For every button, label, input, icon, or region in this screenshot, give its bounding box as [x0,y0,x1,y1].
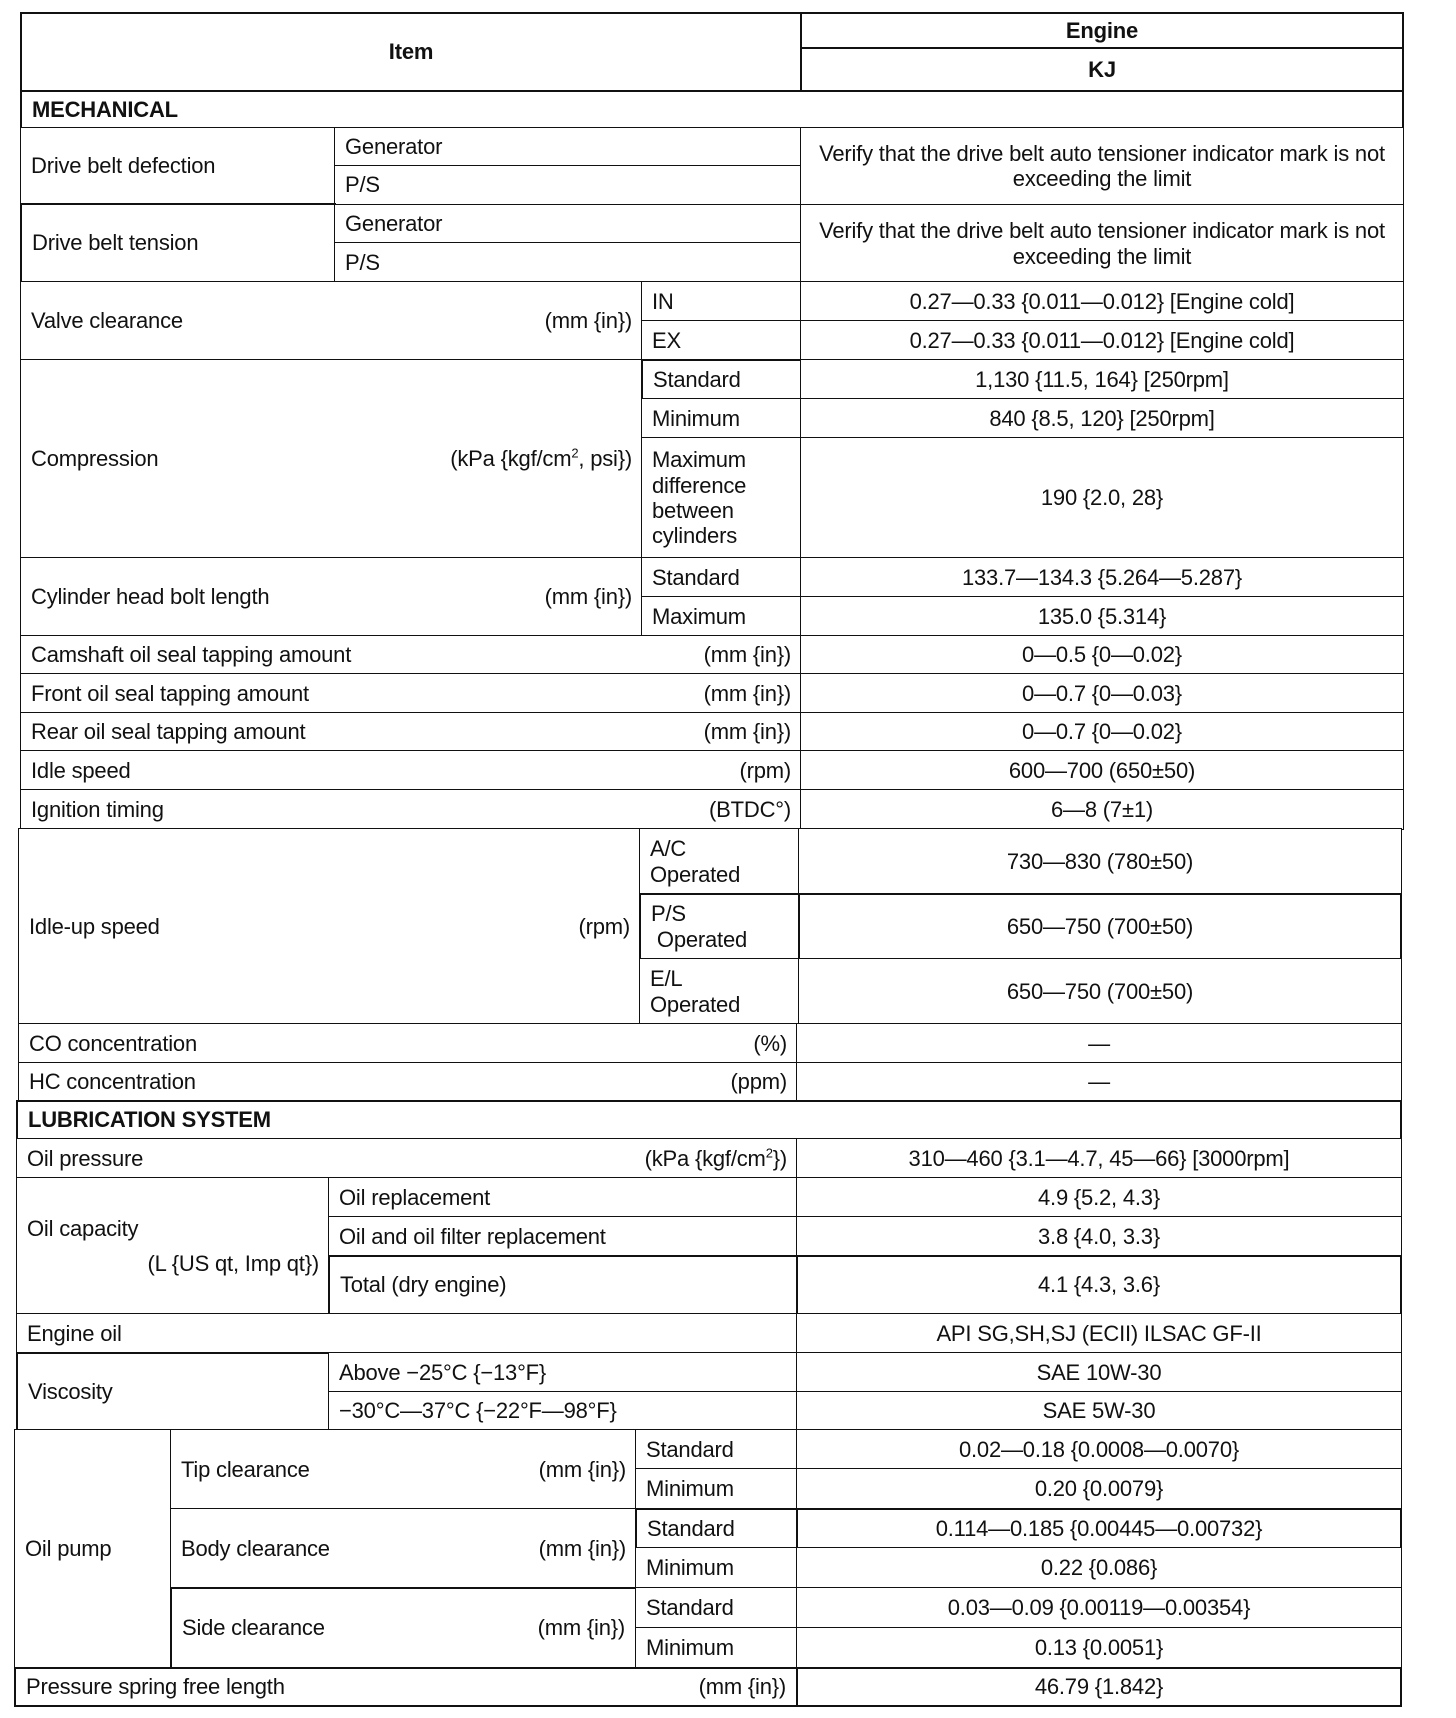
compression-sub-standard [641,359,802,400]
value-text: 190 {2.0, 28} [1040,485,1164,511]
unit-text: (mm {in}) [538,1456,626,1482]
engine-oil-value [796,1313,1402,1354]
belt-deflection-sub-ps [334,165,802,205]
value-text: 0—0.5 {0—0.02} [1022,642,1182,668]
sub-label: Oil replacement [339,1184,491,1210]
value-text: 0.27—0.33 {0.011—0.012} [Engine cold] [909,288,1295,314]
value-text: 0.22 {0.086} [1040,1555,1158,1581]
value-text: 840 {8.5, 120} [250rpm] [989,405,1215,431]
sub-label: P/S [345,172,380,198]
unit-text [450,446,632,471]
sub-line1: E/L [650,966,683,992]
oil-pressure-value [796,1138,1402,1179]
belt-tension-label [20,203,336,283]
label-text: Valve clearance [31,308,183,334]
side-clearance-label [170,1587,637,1669]
body-clearance-sub-standard [635,1508,798,1549]
value-text: API SG,SH,SJ (ECII) ILSAC GF-II [936,1320,1262,1346]
side-clearance-value-standard [796,1587,1402,1629]
value-text: SAE 10W-30 [1036,1359,1162,1385]
label-text: Idle-up speed [29,913,160,939]
value-text: 650—750 (700±50) [1006,913,1194,939]
unit-text: (mm {in}) [703,719,791,745]
viscosity-value-range [796,1391,1402,1431]
engine-oil-label [16,1313,798,1354]
compression-value-standard [800,359,1404,400]
unit-text: (rpm) [578,913,630,939]
label-text: Cylinder head bolt length [31,584,270,610]
body-clearance-value-standard [796,1508,1402,1549]
tip-clearance-sub-standard [635,1429,798,1470]
compression-value-max-diff [800,437,1404,559]
belt-deflection-label-text: Drive belt defection [31,153,216,179]
value-text: Verify that the drive belt auto tensioner indicator mark is not exceeding the limit [819,218,1385,269]
sub-label: Standard [652,564,740,590]
compression-sub-max-diff [641,437,802,559]
label-text: HC concentration [29,1069,196,1095]
hc-concentration-value [796,1062,1402,1102]
label-text: Front oil seal tapping amount [31,680,309,706]
header-engine-label: Engine [1065,17,1139,43]
camshaft-seal-value [800,635,1404,675]
value-text: 650—750 (700±50) [1006,978,1194,1004]
unit-text: (BTDC°) [709,796,791,822]
hc-concentration-label [18,1062,798,1102]
sub-label: IN [652,288,674,314]
value-text: 0.13 {0.0051} [1034,1635,1164,1661]
oil-capacity-sub-replacement [328,1177,798,1218]
sub-line2: Operated [650,991,741,1017]
viscosity-sub-range [328,1391,798,1431]
sub-line1: P/S [651,901,686,927]
value-text: — [1088,1069,1110,1095]
idle-speed-label [20,750,802,791]
valve-clearance-label [20,281,643,361]
sub-line2: Operated [651,926,748,952]
sub-label: Maximum difference between cylinders [652,447,747,549]
side-clearance-value-minimum [796,1627,1402,1669]
valve-clearance-sub-in [641,281,802,322]
co-concentration-value [796,1023,1402,1064]
label-text: Compression [31,446,159,472]
unit-sup: 2 [765,1145,773,1161]
sub-label: Standard [647,1515,735,1541]
idle-speed-value [800,750,1404,791]
sub-label: Total (dry engine) [340,1272,507,1298]
cyl-head-bolt-label [20,557,643,637]
unit-text: (%) [753,1030,787,1056]
side-clearance-sub-standard [635,1587,798,1629]
value-text: — [1088,1030,1110,1056]
belt-tension-value [800,204,1404,283]
label-text: Pressure spring free length [26,1674,285,1700]
unit-text: (ppm) [730,1069,787,1095]
pressure-spring-value [796,1667,1402,1707]
value-text: 46.79 {1.842} [1034,1674,1164,1700]
idle-up-label [18,828,641,1025]
value-text: 3.8 {4.0, 3.3} [1038,1223,1160,1249]
value-text: 600—700 (650±50) [1008,757,1196,783]
body-clearance-value-minimum [796,1547,1402,1589]
section-lubrication-label: LUBRICATION SYSTEM [28,1107,271,1133]
front-seal-value [800,673,1404,714]
value-text: 0—0.7 {0—0.03} [1022,680,1182,706]
value-text: 135.0 {5.314} [1037,603,1167,629]
side-clearance-sub-minimum [635,1627,798,1669]
ignition-timing-value [800,789,1404,830]
valve-clearance-value-in [800,281,1404,322]
sub-label: Minimum [652,405,740,431]
value-text: 4.1 {4.3, 3.6} [1038,1272,1160,1298]
sub-label: −30°C—37°C {−22°F—98°F} [339,1398,617,1424]
header-engine-code-label: KJ [1088,56,1116,82]
compression-value-minimum [800,398,1404,439]
sub-line1: A/C [650,836,687,862]
unit-post: }) [772,1145,787,1171]
rear-seal-value [800,712,1404,752]
idle-up-sub-ac [639,828,800,895]
body-clearance-label [170,1508,637,1589]
sub-label: Minimum [646,1476,734,1502]
oil-pump-label [14,1429,172,1669]
tip-clearance-value-minimum [796,1468,1402,1510]
idle-up-sub-el [639,958,800,1025]
section-mechanical-label: MECHANICAL [32,96,178,122]
value-text: 1,130 {11.5, 164} [250rpm] [975,366,1229,392]
unit-sup: 2 [571,446,579,462]
label-text: Tip clearance [181,1456,310,1482]
tip-clearance-label [170,1429,637,1510]
label-text: Rear oil seal tapping amount [31,719,306,745]
sub-label: Standard [646,1436,734,1462]
idle-up-value-ac [798,828,1402,895]
unit-pre: (kPa {kgf/cm [450,446,572,472]
header-item-label: Item [388,39,434,65]
header-item [20,12,802,92]
belt-tension-sub-generator [334,204,802,244]
idle-up-sub-ps [639,893,800,960]
label-text: Engine oil [27,1320,122,1346]
belt-deflection-sub-generator [334,127,802,167]
oil-capacity-sub-with-filter [328,1216,798,1257]
unit-text: (rpm) [739,757,791,783]
viscosity-label [16,1352,330,1431]
sub-label: Above −25°C {−13°F} [339,1359,547,1385]
viscosity-value-above [796,1352,1402,1393]
tip-clearance-value-standard [796,1429,1402,1470]
sub-label: Standard [646,1595,734,1621]
unit-text: (mm {in}) [538,1535,626,1561]
sub-label: Generator [345,211,443,237]
label-text: Oil pressure [27,1145,144,1171]
belt-deflection-label [20,127,336,205]
valve-clearance-sub-ex [641,320,802,361]
oil-capacity-label [16,1177,330,1315]
value-text: SAE 5W-30 [1042,1398,1156,1424]
tip-clearance-sub-minimum [635,1468,798,1510]
sub-label: Minimum [646,1635,734,1661]
pressure-spring-label [14,1667,798,1707]
value-text: 0.03—0.09 {0.00119—0.00354} [947,1595,1251,1621]
rear-seal-label [20,712,802,752]
value-text: 0.02—0.18 {0.0008—0.0070} [958,1436,1240,1462]
idle-up-value-el [798,958,1402,1025]
oil-capacity-value-replacement [796,1177,1402,1218]
label-text: Idle speed [31,757,131,783]
co-concentration-label [18,1023,798,1064]
belt-tension-sub-ps [334,242,802,283]
value-text: 0—0.7 {0—0.02} [1022,719,1182,745]
sub-label: Oil and oil filter replacement [339,1223,606,1249]
front-seal-label [20,673,802,714]
value-text: 0.114—0.185 {0.00445—0.00732} [935,1515,1263,1541]
label-text: Side clearance [182,1615,325,1641]
unit-text: (mm {in}) [544,308,632,334]
body-clearance-sub-minimum [635,1547,798,1589]
ignition-timing-label [20,789,802,830]
sub-label: Standard [653,366,741,392]
sub-line2: Operated [650,861,741,887]
unit-text: (L {US qt, Imp qt}) [147,1251,319,1276]
unit-text: (mm {in}) [703,642,791,668]
unit-pre: (kPa {kgf/cm [644,1145,766,1171]
value-text: 310—460 {3.1—4.7, 45—66} [3000rpm] [908,1145,1290,1171]
label-text: Viscosity [28,1378,113,1404]
label-text: CO concentration [29,1030,197,1056]
belt-tension-label-text: Drive belt tension [32,230,199,256]
sub-label: P/S [345,249,380,275]
label-text: Oil capacity [27,1215,139,1241]
belt-deflection-value [800,127,1404,205]
value-text: 730—830 (780±50) [1006,848,1194,874]
cyl-head-bolt-sub-maximum [641,596,802,637]
sub-label: Generator [345,134,443,160]
camshaft-seal-label [20,635,802,675]
unit-text [645,1146,787,1171]
sub-label: Minimum [646,1555,734,1581]
section-mechanical [20,90,1404,129]
oil-capacity-value-with-filter [796,1216,1402,1257]
oil-capacity-sub-total [328,1255,798,1315]
sub-label: Maximum [652,603,746,629]
sub-label: EX [652,327,681,353]
cyl-head-bolt-value-maximum [800,596,1404,637]
label-text: Ignition timing [31,796,164,822]
unit-text: (mm {in}) [544,584,632,610]
value-text: Verify that the drive belt auto tensioner indicator mark is not exceeding the limit [819,140,1385,191]
compression-sub-minimum [641,398,802,439]
value-text: 4.9 {5.2, 4.3} [1038,1184,1160,1210]
cyl-head-bolt-value-standard [800,557,1404,598]
value-text: 0.27—0.33 {0.011—0.012} [Engine cold] [909,327,1295,353]
section-lubrication [16,1100,1402,1140]
header-engine [800,12,1404,49]
value-text: 6—8 (7±1) [1051,796,1153,822]
header-engine-code [800,47,1404,92]
oil-capacity-value-total [796,1255,1402,1315]
value-text: 133.7—134.3 {5.264—5.287} [961,564,1243,590]
compression-label [20,359,643,559]
unit-text: (mm {in}) [698,1674,786,1700]
viscosity-sub-above [328,1352,798,1393]
idle-up-value-ps [798,893,1402,960]
valve-clearance-value-ex [800,320,1404,361]
label-text: Body clearance [181,1535,330,1561]
unit-text: (mm {in}) [537,1615,625,1641]
unit-post: , psi}) [578,446,632,472]
cyl-head-bolt-sub-standard [641,557,802,598]
value-text: 0.20 {0.0079} [1034,1476,1164,1502]
oil-pressure-label [16,1138,798,1179]
label-text: Camshaft oil seal tapping amount [31,642,352,668]
label-text: Oil pump [25,1536,112,1562]
unit-text: (mm {in}) [703,680,791,706]
